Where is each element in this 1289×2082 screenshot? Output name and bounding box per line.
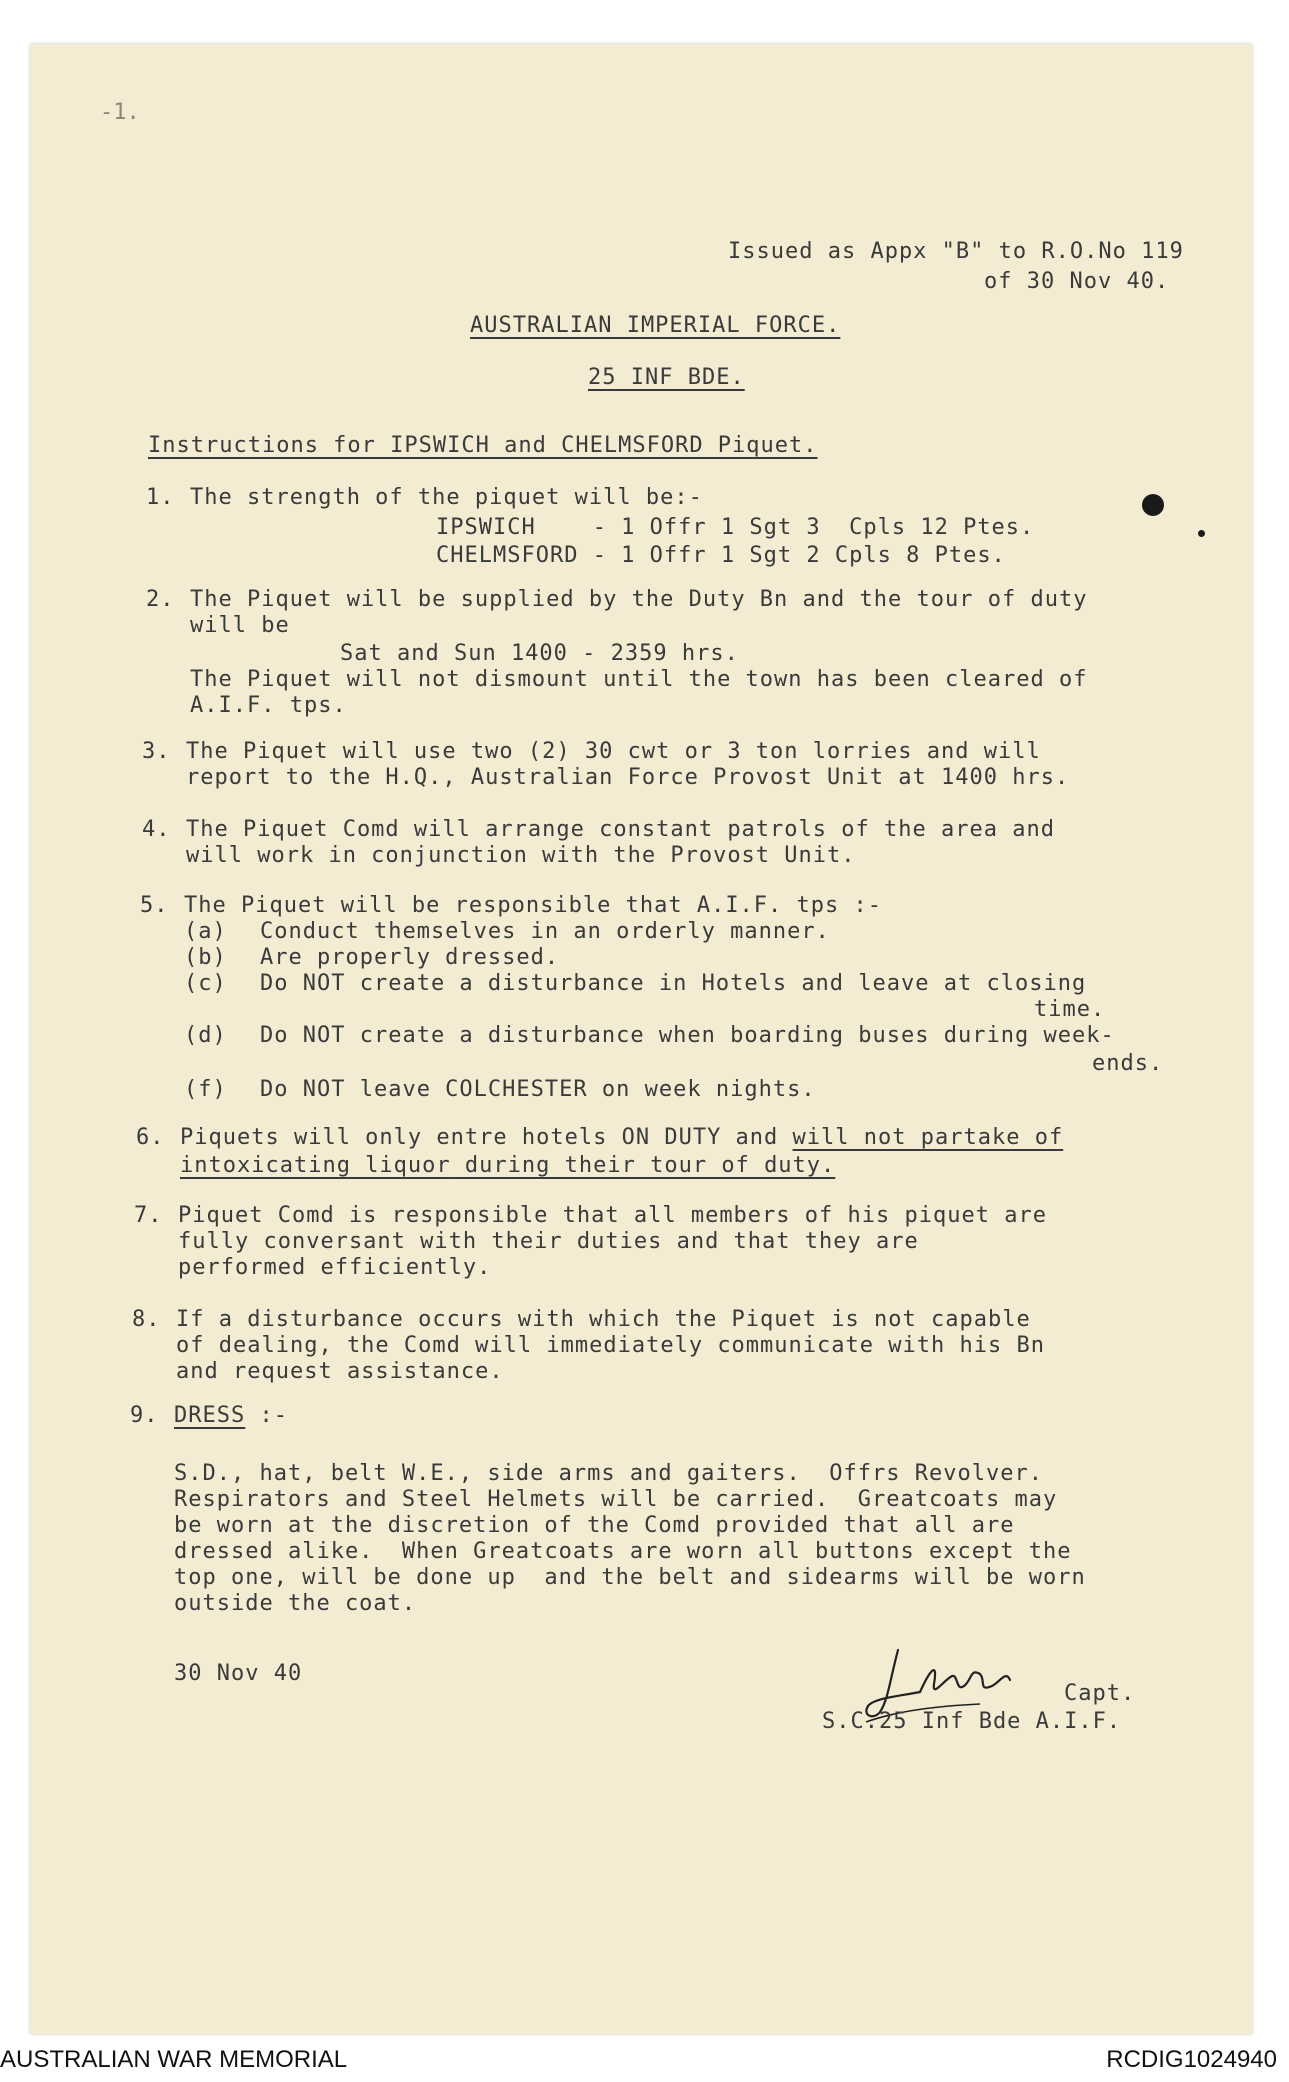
para-2-line-1: The Piquet will be supplied by the Duty Bn and the tour of duty bbox=[190, 587, 1088, 612]
para-2-times: Sat and Sun 1400 - 2359 hrs. bbox=[340, 641, 739, 666]
issue-line-1: Issued as Appx "B" to R.O.No 119 bbox=[728, 239, 1184, 264]
footer-source: AUSTRALIAN WAR MEMORIAL bbox=[0, 2046, 348, 2073]
para-4-line-2: will work in conjunction with the Provost Unit. bbox=[186, 843, 856, 868]
para-8-line-3: and request assistance. bbox=[176, 1359, 504, 1384]
issue-line-2: of 30 Nov 40. bbox=[984, 269, 1170, 294]
para-6-underlined-liquor: intoxicating liquor bbox=[180, 1153, 451, 1178]
para-6-number: 6. bbox=[136, 1125, 165, 1150]
para-9-dress-suffix: :- bbox=[245, 1403, 288, 1428]
para-7-line-3: performed efficiently. bbox=[178, 1255, 492, 1280]
punch-hole bbox=[1142, 494, 1164, 516]
para-5-b-text: Are properly dressed. bbox=[260, 945, 560, 970]
para-7-line-1: Piquet Comd is responsible that all members of his piquet are bbox=[178, 1203, 1047, 1228]
document-heading: Instructions for IPSWICH and CHELMSFORD Piquet. bbox=[148, 433, 818, 458]
para-6-underlined-phrase: will not partake of bbox=[792, 1125, 1064, 1150]
para-9-line-2: Respirators and Steel Helmets will be carried. Greatcoats may bbox=[174, 1487, 1058, 1512]
para-8-line-1: If a disturbance occurs with which the Piquet is not capable bbox=[176, 1307, 1031, 1332]
para-9-dress-label: DRESS bbox=[174, 1403, 246, 1428]
pencil-mark: -1. bbox=[100, 100, 140, 125]
para-9-line-3: be worn at the discretion of the Comd provided that all are bbox=[174, 1513, 1015, 1538]
para-5-f-text: Do NOT leave COLCHESTER on week nights. bbox=[260, 1077, 816, 1102]
para-9-line-1: S.D., hat, belt W.E., side arms and gaiters. Offrs Revolver. bbox=[174, 1461, 1043, 1486]
para-4-line-1: The Piquet Comd will arrange constant patrols of the area and bbox=[186, 817, 1055, 842]
para-6-line-1-text: Piquets will only entre hotels ON DUTY and bbox=[180, 1125, 793, 1150]
para-7-number: 7. bbox=[134, 1203, 163, 1228]
para-3-line-1: The Piquet will use two (2) 30 cwt or 3 ton lorries and will bbox=[186, 739, 1041, 764]
document-title: AUSTRALIAN IMPERIAL FORCE. bbox=[470, 313, 841, 338]
para-9-heading bbox=[174, 1402, 288, 1429]
para-2-line-3: The Piquet will not dismount until the town has been cleared of bbox=[190, 667, 1088, 692]
ink-dot bbox=[1198, 530, 1205, 537]
para-5-c-text: Do NOT create a disturbance in Hotels and leave at closing bbox=[260, 971, 1087, 996]
para-9-line-5: top one, will be done up and the belt and sidearms will be worn bbox=[174, 1565, 1086, 1590]
para-5-number: 5. bbox=[140, 893, 169, 918]
para-9-line-4: dressed alike. When Greatcoats are worn all buttons except the bbox=[174, 1539, 1072, 1564]
para-1-number: 1. bbox=[146, 485, 175, 510]
para-1-chelmsford: CHELMSFORD - 1 Offr 1 Sgt 2 Cpls 8 Ptes. bbox=[436, 543, 1006, 568]
footer-record-id: RCDIG1024940 bbox=[1106, 2046, 1277, 2073]
para-8-line-2: of dealing, the Comd will immediately communicate with his Bn bbox=[176, 1333, 1045, 1358]
para-9-number: 9. bbox=[130, 1403, 159, 1428]
para-3-number: 3. bbox=[142, 739, 171, 764]
para-5-c-label: (c) bbox=[184, 971, 227, 996]
para-5-f-label: (f) bbox=[184, 1077, 227, 1102]
para-2-number: 2. bbox=[146, 587, 175, 612]
para-5-d-label: (d) bbox=[184, 1023, 227, 1048]
para-1-ipswich: IPSWICH - 1 Offr 1 Sgt 3 Cpls 12 Ptes. bbox=[436, 515, 1035, 540]
para-5-a-label: (a) bbox=[184, 919, 227, 944]
para-2-line-2: will be bbox=[190, 613, 290, 638]
para-5-a-text: Conduct themselves in an orderly manner. bbox=[260, 919, 830, 944]
para-5-line-1: The Piquet will be responsible that A.I.F. tps :- bbox=[184, 893, 883, 918]
para-5-b-label: (b) bbox=[184, 945, 227, 970]
para-5-d-cont: ends. bbox=[1092, 1051, 1164, 1076]
signature-rank: Capt. bbox=[1064, 1681, 1136, 1706]
para-5-d-text: Do NOT create a disturbance when boarding buses during week- bbox=[260, 1023, 1115, 1048]
document-date: 30 Nov 40 bbox=[174, 1661, 303, 1686]
para-9-line-6: outside the coat. bbox=[174, 1591, 417, 1616]
para-6-line-2 bbox=[180, 1152, 835, 1179]
para-2-line-4: A.I.F. tps. bbox=[190, 693, 347, 718]
para-3-line-2: report to the H.Q., Australian Force Provost Unit at 1400 hrs. bbox=[186, 765, 1070, 790]
para-8-number: 8. bbox=[132, 1307, 161, 1332]
para-1-text: The strength of the piquet will be:- bbox=[190, 485, 703, 510]
signature-unit: S.C.25 Inf Bde A.I.F. bbox=[822, 1709, 1122, 1734]
para-4-number: 4. bbox=[142, 817, 171, 842]
para-5-c-cont: time. bbox=[1034, 997, 1106, 1022]
para-7-line-2: fully conversant with their duties and that they are bbox=[178, 1229, 919, 1254]
para-6-line-2-text: during their tour of duty. bbox=[450, 1153, 836, 1178]
para-6-line-1 bbox=[180, 1124, 1063, 1151]
document-subtitle: 25 INF BDE. bbox=[588, 365, 745, 390]
